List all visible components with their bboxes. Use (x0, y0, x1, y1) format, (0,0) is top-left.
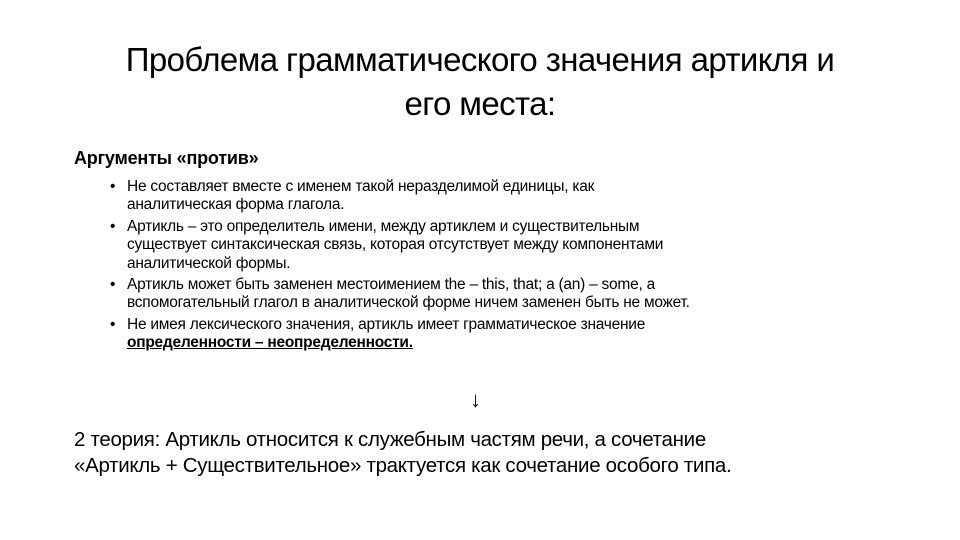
slide-title (60, 38, 900, 126)
list-item-text: Артикль может быть заменен местоимением the – this, that; a (an) – some, а (127, 276, 655, 294)
arguments-list (110, 178, 910, 356)
arguments-heading: Аргументы «против» (74, 148, 259, 168)
bullet-icon: • (110, 217, 116, 235)
list-item-text: аналитической формы. (127, 254, 291, 272)
list-item (110, 276, 910, 313)
conclusion-line-2: «Артикль + Существительное» трактуется как сочетание особого типа. (74, 454, 732, 477)
bullet-icon: • (110, 178, 116, 195)
list-item (110, 178, 910, 215)
list-item-text: существует синтаксическая связь, которая отсутствует между компонентами (127, 236, 664, 254)
slide-title-line-2: его места: (404, 85, 556, 122)
list-item-text: Артикль – это определитель имени, между артиклем и существительным (127, 217, 640, 235)
arrow-down-icon: ↓ (470, 387, 481, 412)
conclusion-text (74, 427, 914, 479)
conclusion-line-1: 2 теория: Артикль относится к служебным частям речи, а сочетание (74, 428, 706, 451)
list-item-text: Не составляет вместе с именем такой неразделимой единицы, как (127, 178, 595, 195)
slide-title-line-1: Проблема грамматического значения артикля и (125, 41, 835, 78)
list-item-text: аналитическая форма глагола. (127, 196, 345, 214)
list-item-text: вспомогательный глагол в аналитической форме ничем заменен быть не может. (127, 294, 690, 312)
emphasized-text: определенности – неопределенности. (127, 334, 413, 352)
list-item (110, 218, 910, 273)
list-item-text: Не имея лексического значения, артикль имеет грамматическое значение (127, 315, 646, 333)
bullet-icon: • (110, 276, 116, 294)
list-item (110, 316, 910, 353)
bullet-icon: • (110, 315, 116, 333)
